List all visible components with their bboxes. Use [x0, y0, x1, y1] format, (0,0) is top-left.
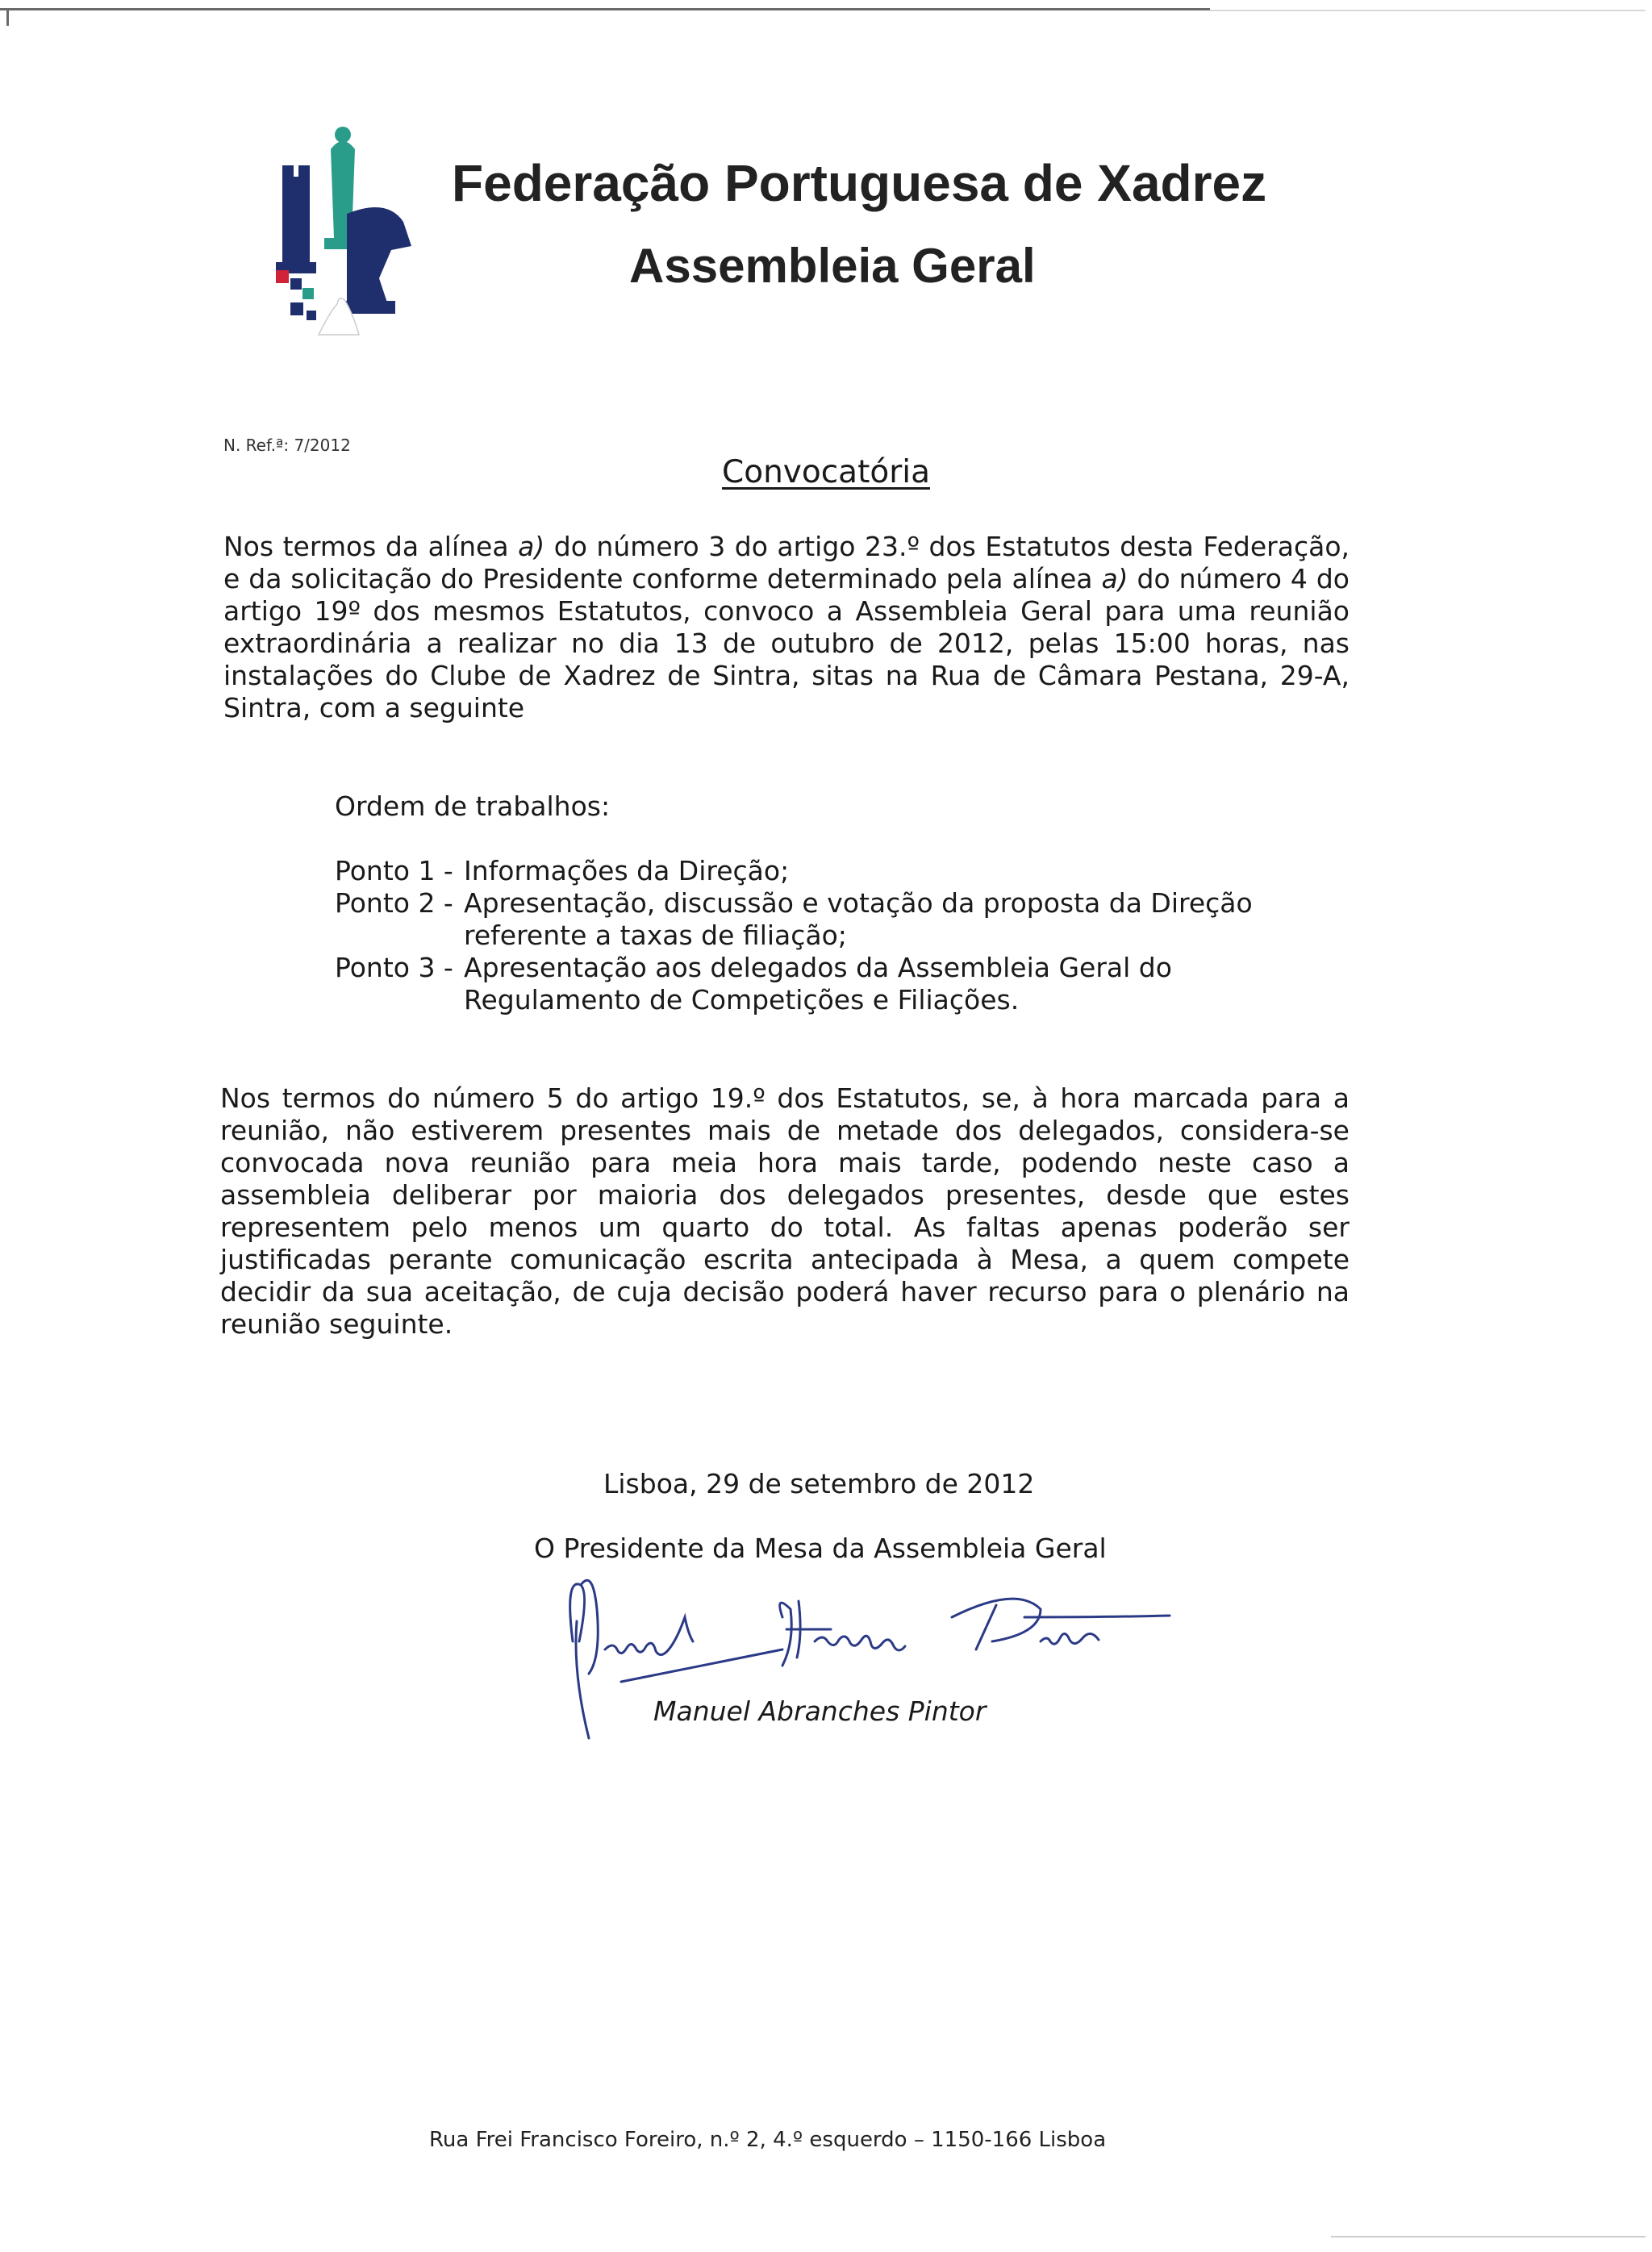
scan-border-faint: [1210, 10, 1646, 11]
agenda-title: Ordem de trabalhos:: [335, 790, 611, 822]
paragraph-quorum: Nos termos do número 5 do artigo 19.º dos Estatutos, se, à hora marcada para a reunião, não estiverem presentes mais de metade dos delegados, considera-se convocada nova reunião para meia hora mais tarde, podendo neste caso a assembleia deliberar por maioria dos delegados presentes, desde que estes representem pelo menos um quarto do total. As faltas apenas poderão ser justificadas perante comunicação escrita antecipada à Mesa, a quem compete decidir da sua aceitação, de cuja decisão poderá haver recurso para o plenário na reunião seguinte.: [220, 1082, 1350, 1340]
agenda-item-line: Apresentação aos delegados da Assembleia Geral do: [464, 952, 1172, 983]
agenda-item-label: Ponto 1 -: [335, 855, 453, 886]
agenda-item-line: Regulamento de Competições e Filiações.: [464, 984, 1020, 1015]
department-name: Assembleia Geral: [629, 239, 1036, 293]
agenda-item-line: Apresentação, discussão e votação da proposta da Direção: [464, 887, 1253, 919]
footer-address: Rua Frei Francisco Foreiro, n.º 2, 4.º esquerdo – 1150-166 Lisboa: [429, 2128, 1107, 2152]
p1-alinea-2: a): [1101, 563, 1128, 594]
document-heading: Convocatória: [721, 454, 930, 490]
agenda-item-text: [464, 887, 1253, 952]
organization-name: Federação Portuguesa de Xadrez: [452, 154, 1267, 212]
p1-alinea-1: a): [518, 531, 545, 562]
p1-part3: do número 4 do artigo 19º dos mesmos Estatutos, convoco a Assembleia Geral para uma reunião extraordinária a realizar no dia 13 de outubro de 2012, pelas 15:00 horas, nas instalações do Clube de Xadrez de Sintra, sitas na Rua de Câmara Pestana, 29-A, Sintra, com a seguinte: [223, 563, 1350, 724]
signatory-role: O Presidente da Mesa da Assembleia Geral: [534, 1533, 1107, 1564]
scan-border-left: [6, 8, 9, 26]
agenda-item: [335, 952, 1172, 1016]
chess-logo-icon: [258, 117, 428, 351]
signatory-name: Manuel Abranches Pintor: [653, 1695, 987, 1727]
reference-number: N. Ref.ª: 7/2012: [223, 436, 351, 455]
p1-part2: do número 3 do artigo 23.º dos Estatutos desta Federação, e da solicitação do Presidente conforme determinado pela alínea: [223, 531, 1350, 594]
scan-border-bottom: [1331, 2236, 1646, 2237]
agenda-item-text: Informações da Direção;: [464, 855, 790, 886]
agenda-item: [335, 887, 1253, 952]
paragraph-convocation: [223, 531, 1350, 724]
agenda-item-label: Ponto 3 -: [335, 952, 453, 983]
place-date: Lisboa, 29 de setembro de 2012: [603, 1468, 1035, 1499]
agenda-item-label: Ponto 2 -: [335, 887, 453, 919]
scan-border-top: [0, 8, 1210, 10]
p1-part1: Nos termos da alínea: [223, 531, 519, 562]
agenda-item: [335, 855, 789, 887]
agenda-item-text: [464, 952, 1172, 1016]
agenda-item-line: referente a taxas de filiação;: [464, 920, 847, 951]
